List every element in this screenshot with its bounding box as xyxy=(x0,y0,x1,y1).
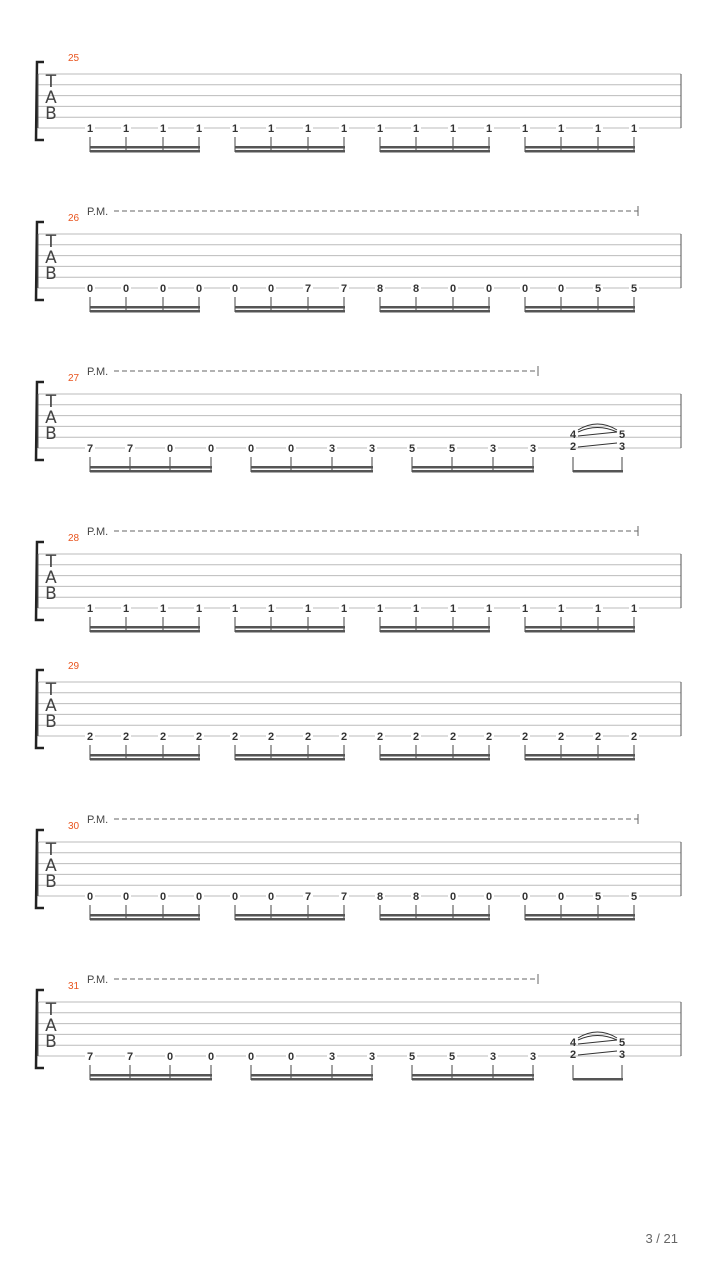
palm-mute-label: P.M. xyxy=(87,814,109,826)
tab-clef-letter: A xyxy=(45,248,57,268)
fret-number: 1 xyxy=(304,123,312,135)
fret-number: 1 xyxy=(557,603,565,615)
beam-secondary xyxy=(380,914,490,917)
slide-line xyxy=(578,432,617,436)
tab-system xyxy=(36,526,681,633)
beam-primary xyxy=(235,150,345,153)
fret-number: 1 xyxy=(86,123,94,135)
fret-number: 1 xyxy=(231,603,239,615)
fret-number: 2 xyxy=(340,731,348,743)
fret-number: 7 xyxy=(304,283,312,295)
fret-number: 1 xyxy=(340,603,348,615)
tab-clef-letter: T xyxy=(45,552,57,572)
beam-primary xyxy=(525,310,635,313)
fret-number: 3 xyxy=(328,1051,336,1063)
tab-system xyxy=(36,53,681,153)
beam-primary xyxy=(251,470,373,473)
fret-number: 0 xyxy=(207,443,215,455)
fret-number: 3 xyxy=(529,1051,537,1063)
beam-secondary xyxy=(251,1074,373,1077)
beam-secondary xyxy=(251,466,373,469)
beam-primary xyxy=(380,150,490,153)
fret-number: 1 xyxy=(159,603,167,615)
fret-number: 3 xyxy=(328,443,336,455)
tab-clef-letter: B xyxy=(45,1032,57,1052)
tab-clef-letter: T xyxy=(45,232,57,252)
beam-primary xyxy=(90,758,200,761)
fret-number: 1 xyxy=(594,603,602,615)
beam-primary xyxy=(412,1078,534,1081)
fret-number: 8 xyxy=(376,283,384,295)
beam-secondary xyxy=(90,1074,212,1077)
tab-system xyxy=(36,814,681,921)
fret-number: 2 xyxy=(557,731,565,743)
fret-number: 2 xyxy=(449,731,457,743)
tab-clef-letter: A xyxy=(45,856,57,876)
tab-clef-letter: B xyxy=(45,712,57,732)
beam-primary xyxy=(380,918,490,921)
beam-primary xyxy=(380,758,490,761)
slide-line xyxy=(578,443,617,447)
fret-number: 0 xyxy=(449,891,457,903)
tab-clef-letter: T xyxy=(45,72,57,92)
fret-number: 0 xyxy=(449,283,457,295)
tab-clef-letter: T xyxy=(45,392,57,412)
fret-number: 2 xyxy=(412,731,420,743)
fret-number: 3 xyxy=(489,443,497,455)
beam-primary xyxy=(90,310,200,313)
fret-number: 0 xyxy=(267,891,275,903)
beam-primary xyxy=(235,918,345,921)
fret-number: 0 xyxy=(267,283,275,295)
tab-clef-letter: T xyxy=(45,1000,57,1020)
beam-secondary xyxy=(235,914,345,917)
fret-number: 1 xyxy=(485,603,493,615)
bar-number: 25 xyxy=(68,53,80,64)
fret-number: 1 xyxy=(86,603,94,615)
beam-secondary xyxy=(235,146,345,149)
fret-number: 0 xyxy=(86,891,94,903)
beam-secondary xyxy=(525,914,635,917)
slide-from-fret: 4 xyxy=(569,1037,577,1049)
fret-number: 2 xyxy=(267,731,275,743)
bar-number: 28 xyxy=(68,533,80,544)
fret-number: 5 xyxy=(594,891,602,903)
beam-primary xyxy=(90,470,212,473)
fret-number: 0 xyxy=(485,283,493,295)
fret-number: 2 xyxy=(195,731,203,743)
fret-number: 1 xyxy=(376,603,384,615)
beam-primary xyxy=(235,310,345,313)
fret-number: 0 xyxy=(557,891,565,903)
beam-secondary xyxy=(380,754,490,757)
fret-number: 0 xyxy=(166,1051,174,1063)
fret-number: 5 xyxy=(408,443,416,455)
beam-primary xyxy=(573,470,623,473)
fret-number: 7 xyxy=(126,443,134,455)
tab-clef-letter: A xyxy=(45,568,57,588)
beam-primary xyxy=(235,630,345,633)
fret-number: 1 xyxy=(594,123,602,135)
fret-number: 0 xyxy=(159,891,167,903)
palm-mute-label: P.M. xyxy=(87,206,109,218)
fret-number: 2 xyxy=(521,731,529,743)
beam-secondary xyxy=(90,466,212,469)
tab-clef-letter: A xyxy=(45,1016,57,1036)
fret-number: 1 xyxy=(122,603,130,615)
bar-number: 30 xyxy=(68,821,80,832)
fret-number: 1 xyxy=(267,123,275,135)
slide-to-fret: 3 xyxy=(618,441,626,453)
fret-number: 3 xyxy=(368,443,376,455)
page-number: 3 / 21 xyxy=(645,1231,678,1246)
fret-number: 5 xyxy=(594,283,602,295)
fret-number: 2 xyxy=(630,731,638,743)
beam-secondary xyxy=(525,306,635,309)
tab-system xyxy=(36,206,681,313)
fret-number: 0 xyxy=(207,1051,215,1063)
tab-clef-letter: A xyxy=(45,408,57,428)
tab-system xyxy=(36,974,681,1081)
fret-number: 3 xyxy=(489,1051,497,1063)
fret-number: 0 xyxy=(231,891,239,903)
slur-arc xyxy=(578,1036,617,1041)
fret-number: 1 xyxy=(557,123,565,135)
beam-primary xyxy=(380,630,490,633)
fret-number: 7 xyxy=(340,891,348,903)
beam-primary xyxy=(525,918,635,921)
fret-number: 0 xyxy=(195,891,203,903)
fret-number: 2 xyxy=(231,731,239,743)
beam-primary xyxy=(380,310,490,313)
fret-number: 5 xyxy=(448,443,456,455)
fret-number: 5 xyxy=(408,1051,416,1063)
fret-number: 2 xyxy=(86,731,94,743)
beam-secondary xyxy=(90,754,200,757)
beam-secondary xyxy=(90,306,200,309)
fret-number: 1 xyxy=(267,603,275,615)
fret-number: 5 xyxy=(448,1051,456,1063)
beam-primary xyxy=(412,470,534,473)
beam-primary xyxy=(235,758,345,761)
fret-number: 8 xyxy=(376,891,384,903)
fret-number: 2 xyxy=(485,731,493,743)
fret-number: 0 xyxy=(195,283,203,295)
fret-number: 1 xyxy=(304,603,312,615)
beam-primary xyxy=(90,150,200,153)
beam-primary xyxy=(90,918,200,921)
fret-number: 0 xyxy=(485,891,493,903)
beam-secondary xyxy=(90,626,200,629)
fret-number: 0 xyxy=(247,1051,255,1063)
beam-secondary xyxy=(235,754,345,757)
tab-clef-letter: B xyxy=(45,424,57,444)
beam-secondary xyxy=(412,1074,534,1077)
tab-clef-letter: B xyxy=(45,104,57,124)
fret-number: 1 xyxy=(630,603,638,615)
slide-to-fret: 5 xyxy=(618,429,626,441)
beam-secondary xyxy=(235,306,345,309)
beam-primary xyxy=(251,1078,373,1081)
palm-mute-label: P.M. xyxy=(87,526,109,538)
fret-number: 0 xyxy=(166,443,174,455)
fret-number: 0 xyxy=(521,891,529,903)
fret-number: 2 xyxy=(376,731,384,743)
beam-primary xyxy=(525,630,635,633)
fret-number: 8 xyxy=(412,283,420,295)
palm-mute-label: P.M. xyxy=(87,974,109,986)
fret-number: 0 xyxy=(231,283,239,295)
tab-clef-letter: B xyxy=(45,264,57,284)
beam-secondary xyxy=(380,146,490,149)
fret-number: 0 xyxy=(86,283,94,295)
fret-number: 1 xyxy=(521,123,529,135)
tab-clef-letter: T xyxy=(45,680,57,700)
fret-number: 3 xyxy=(368,1051,376,1063)
fret-number: 2 xyxy=(159,731,167,743)
fret-number: 1 xyxy=(521,603,529,615)
beam-primary xyxy=(90,630,200,633)
fret-number: 7 xyxy=(126,1051,134,1063)
fret-number: 7 xyxy=(86,1051,94,1063)
fret-number: 7 xyxy=(340,283,348,295)
bar-number: 29 xyxy=(68,661,80,672)
tab-clef-letter: T xyxy=(45,840,57,860)
beam-secondary xyxy=(525,146,635,149)
beam-secondary xyxy=(412,466,534,469)
fret-number: 1 xyxy=(412,603,420,615)
fret-number: 5 xyxy=(630,891,638,903)
beam-primary xyxy=(573,1078,623,1081)
fret-number: 1 xyxy=(376,123,384,135)
fret-number: 1 xyxy=(340,123,348,135)
bar-number: 26 xyxy=(68,213,80,224)
fret-number: 1 xyxy=(412,123,420,135)
slide-line xyxy=(578,1051,617,1055)
fret-number: 0 xyxy=(247,443,255,455)
slur-arc xyxy=(578,428,617,433)
fret-number: 0 xyxy=(521,283,529,295)
fret-number: 0 xyxy=(287,443,295,455)
fret-number: 7 xyxy=(304,891,312,903)
fret-number: 7 xyxy=(86,443,94,455)
fret-number: 5 xyxy=(630,283,638,295)
fret-number: 1 xyxy=(231,123,239,135)
fret-number: 1 xyxy=(449,603,457,615)
slide-line xyxy=(578,1040,617,1044)
fret-number: 1 xyxy=(630,123,638,135)
fret-number: 2 xyxy=(594,731,602,743)
slide-from-fret: 4 xyxy=(569,429,577,441)
fret-number: 0 xyxy=(122,283,130,295)
slide-to-fret: 5 xyxy=(618,1037,626,1049)
tab-clef-letter: A xyxy=(45,88,57,108)
beam-primary xyxy=(90,1078,212,1081)
fret-number: 2 xyxy=(304,731,312,743)
beam-secondary xyxy=(380,306,490,309)
tab-system xyxy=(36,661,681,761)
fret-number: 0 xyxy=(287,1051,295,1063)
fret-number: 1 xyxy=(195,123,203,135)
beam-secondary xyxy=(525,626,635,629)
fret-number: 1 xyxy=(122,123,130,135)
slide-to-fret: 3 xyxy=(618,1049,626,1061)
fret-number: 1 xyxy=(485,123,493,135)
tab-system xyxy=(36,366,681,473)
fret-number: 8 xyxy=(412,891,420,903)
fret-number: 1 xyxy=(449,123,457,135)
fret-number: 0 xyxy=(159,283,167,295)
slide-from-fret: 2 xyxy=(569,441,577,453)
tab-clef-letter: B xyxy=(45,872,57,892)
beam-primary xyxy=(525,758,635,761)
fret-number: 3 xyxy=(529,443,537,455)
beam-secondary xyxy=(235,626,345,629)
beam-secondary xyxy=(525,754,635,757)
beam-primary xyxy=(525,150,635,153)
beam-secondary xyxy=(380,626,490,629)
fret-number: 1 xyxy=(159,123,167,135)
bar-number: 31 xyxy=(68,981,80,992)
palm-mute-label: P.M. xyxy=(87,366,109,378)
fret-number: 0 xyxy=(122,891,130,903)
fret-number: 0 xyxy=(557,283,565,295)
beam-secondary xyxy=(90,914,200,917)
fret-number: 1 xyxy=(195,603,203,615)
slide-from-fret: 2 xyxy=(569,1049,577,1061)
tab-clef-letter: A xyxy=(45,696,57,716)
tab-clef-letter: B xyxy=(45,584,57,604)
fret-number: 2 xyxy=(122,731,130,743)
beam-secondary xyxy=(90,146,200,149)
bar-number: 27 xyxy=(68,373,80,384)
